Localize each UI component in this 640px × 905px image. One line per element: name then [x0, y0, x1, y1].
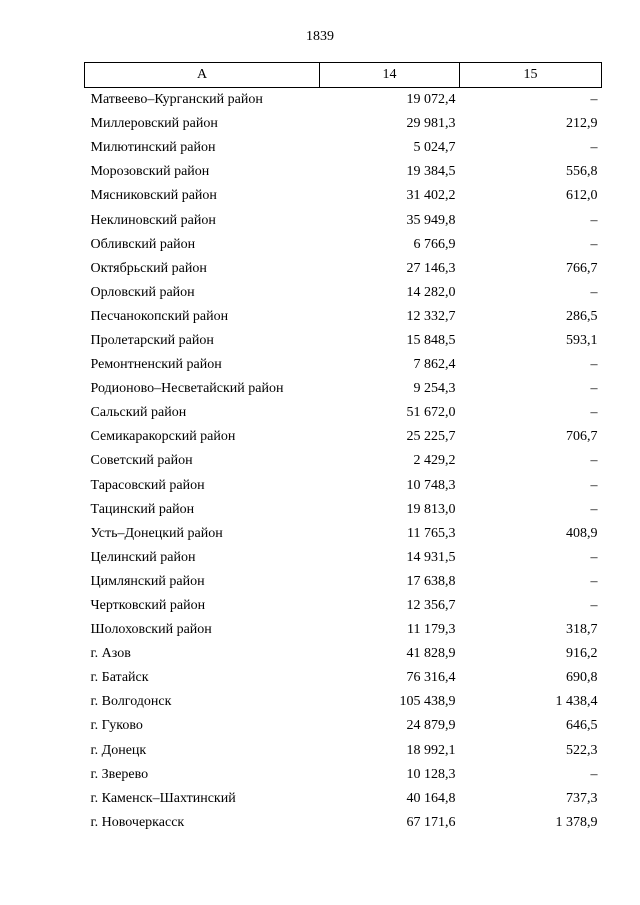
row-value-14-cell: 18 992,1: [406, 742, 456, 758]
row-value-14-cell: 14 282,0: [406, 284, 456, 300]
table-row: [85, 88, 602, 113]
row-name-cell: г. Донецк: [90, 742, 147, 758]
table-row: [85, 112, 602, 136]
row-value-14-cell: 29 981,3: [406, 116, 456, 132]
table-row: [85, 329, 602, 353]
row-value-14-cell: 76 316,4: [406, 670, 456, 686]
row-value-15-cell: 646,5: [566, 718, 598, 734]
row-value-14-cell: 105 438,9: [399, 694, 456, 710]
table-row: [85, 353, 602, 377]
table-row: [85, 690, 602, 714]
table-row: [85, 739, 602, 763]
row-name-cell: Родионово–Несветайский район: [90, 381, 284, 397]
row-value-14-cell: 10 748,3: [406, 477, 456, 493]
table-row: [85, 305, 602, 329]
row-name-cell: Пролетарский район: [90, 332, 214, 348]
table-row: [85, 570, 602, 594]
table-row: [85, 449, 602, 473]
table-row: [85, 281, 602, 305]
row-value-15-cell: 916,2: [566, 646, 598, 662]
row-value-14-cell: 31 402,2: [406, 188, 456, 204]
row-name-cell: г. Новочеркасск: [90, 814, 185, 830]
table-row: [85, 763, 602, 787]
row-value-15-cell: 612,0: [566, 188, 598, 204]
row-value-14-cell: 7 862,4: [413, 357, 456, 373]
column-header-14: 14: [320, 63, 460, 88]
row-value-14-cell: 19 072,4: [406, 92, 456, 108]
row-name-cell: Советский район: [90, 453, 193, 469]
table-row: [85, 257, 602, 281]
row-value-15-cell: 522,3: [566, 742, 598, 758]
row-name-cell: Обливский район: [90, 236, 196, 252]
row-name-cell: Неклиновский район: [90, 212, 216, 228]
row-value-14-cell: 12 332,7: [406, 308, 456, 324]
row-value-15-cell: –: [590, 92, 598, 108]
row-name-cell: Шолоховский район: [90, 622, 212, 638]
table-row: [85, 184, 602, 208]
row-name-cell: Милютинский район: [90, 140, 216, 156]
row-value-15-cell: 706,7: [566, 429, 598, 445]
row-name-cell: Песчанокопский район: [90, 308, 229, 324]
column-header-a: А: [85, 63, 320, 88]
row-name-cell: Тацинский район: [90, 501, 195, 517]
row-name-cell: г. Батайск: [90, 670, 149, 686]
row-value-14-cell: 25 225,7: [406, 429, 456, 445]
row-value-14-cell: 11 179,3: [407, 622, 456, 638]
row-value-14-cell: 17 638,8: [406, 573, 456, 589]
row-value-14-cell: 40 164,8: [406, 790, 456, 806]
table-row: [85, 474, 602, 498]
row-value-14-cell: 12 356,7: [406, 598, 456, 614]
row-value-15-cell: –: [590, 236, 598, 252]
row-value-15-cell: –: [590, 357, 598, 373]
row-name-cell: Цимлянский район: [90, 573, 205, 589]
row-name-cell: Усть–Донецкий район: [90, 525, 223, 541]
table-row: [85, 666, 602, 690]
row-name-cell: г. Гуково: [90, 718, 143, 734]
row-value-15-cell: 408,9: [566, 525, 598, 541]
row-value-15-cell: 737,3: [566, 790, 598, 806]
row-name-cell: Миллеровский район: [90, 116, 218, 132]
row-name-cell: Матвеево–Курганский район: [90, 92, 263, 108]
table-body: [85, 88, 602, 835]
row-value-14-cell: 11 765,3: [407, 525, 456, 541]
table-row: [85, 377, 602, 401]
row-value-15-cell: 556,8: [566, 164, 598, 180]
row-value-14-cell: 51 672,0: [406, 405, 456, 421]
row-value-14-cell: 2 429,2: [413, 453, 456, 469]
row-name-cell: Морозовский район: [90, 164, 210, 180]
row-value-14-cell: 9 254,3: [413, 381, 456, 397]
row-value-14-cell: 41 828,9: [406, 646, 456, 662]
row-value-15-cell: –: [590, 405, 598, 421]
row-value-14-cell: 67 171,6: [406, 814, 456, 830]
row-value-14-cell: 19 813,0: [406, 501, 456, 517]
column-header-15: 15: [460, 63, 602, 88]
row-value-14-cell: 15 848,5: [406, 332, 456, 348]
row-name-cell: Орловский район: [90, 284, 195, 300]
table-row: [85, 401, 602, 425]
table-row: [85, 498, 602, 522]
row-value-15-cell: –: [590, 284, 598, 300]
row-value-15-cell: 1 438,4: [555, 694, 598, 710]
table-row: [85, 787, 602, 811]
row-value-15-cell: –: [590, 549, 598, 565]
row-name-cell: г. Волгодонск: [90, 694, 172, 710]
table-row: [85, 714, 602, 738]
row-value-14-cell: 35 949,8: [406, 212, 456, 228]
page-number: 1839: [306, 29, 334, 44]
row-value-15-cell: –: [590, 477, 598, 493]
table-row: [85, 594, 602, 618]
row-value-15-cell: –: [590, 453, 598, 469]
row-value-14-cell: 27 146,3: [406, 260, 456, 276]
table-header-row: [85, 63, 602, 88]
row-name-cell: Тарасовский район: [90, 477, 205, 493]
table-row: [85, 136, 602, 160]
row-value-14-cell: 5 024,7: [413, 140, 456, 156]
row-name-cell: Мясниковский район: [90, 188, 217, 204]
table-row: [85, 642, 602, 666]
table-row: [85, 425, 602, 449]
row-name-cell: Ремонтненский район: [90, 357, 222, 373]
row-value-14-cell: 19 384,5: [406, 164, 456, 180]
row-name-cell: Октябрьский район: [90, 260, 207, 276]
table-row: [85, 233, 602, 257]
row-name-cell: Семикаракорский район: [90, 429, 236, 445]
row-value-15-cell: –: [590, 573, 598, 589]
table-row: [85, 618, 602, 642]
row-value-15-cell: 286,5: [566, 308, 598, 324]
table-row: [85, 522, 602, 546]
data-table: [84, 62, 602, 835]
row-value-15-cell: 690,8: [566, 670, 598, 686]
row-value-15-cell: –: [590, 598, 598, 614]
table-row: [85, 811, 602, 835]
row-name-cell: г. Азов: [90, 646, 131, 662]
row-name-cell: Сальский район: [90, 405, 187, 421]
row-value-15-cell: –: [590, 766, 598, 782]
row-name-cell: г. Зверево: [90, 766, 149, 782]
table-row: [85, 546, 602, 570]
row-value-15-cell: –: [590, 140, 598, 156]
row-value-15-cell: 593,1: [566, 332, 598, 348]
row-name-cell: г. Каменск–Шахтинский: [90, 790, 236, 806]
row-value-14-cell: 10 128,3: [406, 766, 456, 782]
row-name-cell: Целинский район: [90, 549, 196, 565]
row-value-15-cell: 766,7: [566, 260, 598, 276]
row-value-15-cell: 318,7: [566, 622, 598, 638]
row-value-15-cell: –: [590, 212, 598, 228]
table-row: [85, 160, 602, 184]
table-row: [85, 208, 602, 232]
row-value-14-cell: 14 931,5: [406, 549, 456, 565]
row-value-15-cell: 1 378,9: [555, 814, 598, 830]
row-value-14-cell: 6 766,9: [413, 236, 456, 252]
row-value-15-cell: –: [590, 501, 598, 517]
row-value-15-cell: 212,9: [566, 116, 598, 132]
row-name-cell: Чертковский район: [90, 598, 206, 614]
row-value-14-cell: 24 879,9: [406, 718, 456, 734]
row-value-15-cell: –: [590, 381, 598, 397]
